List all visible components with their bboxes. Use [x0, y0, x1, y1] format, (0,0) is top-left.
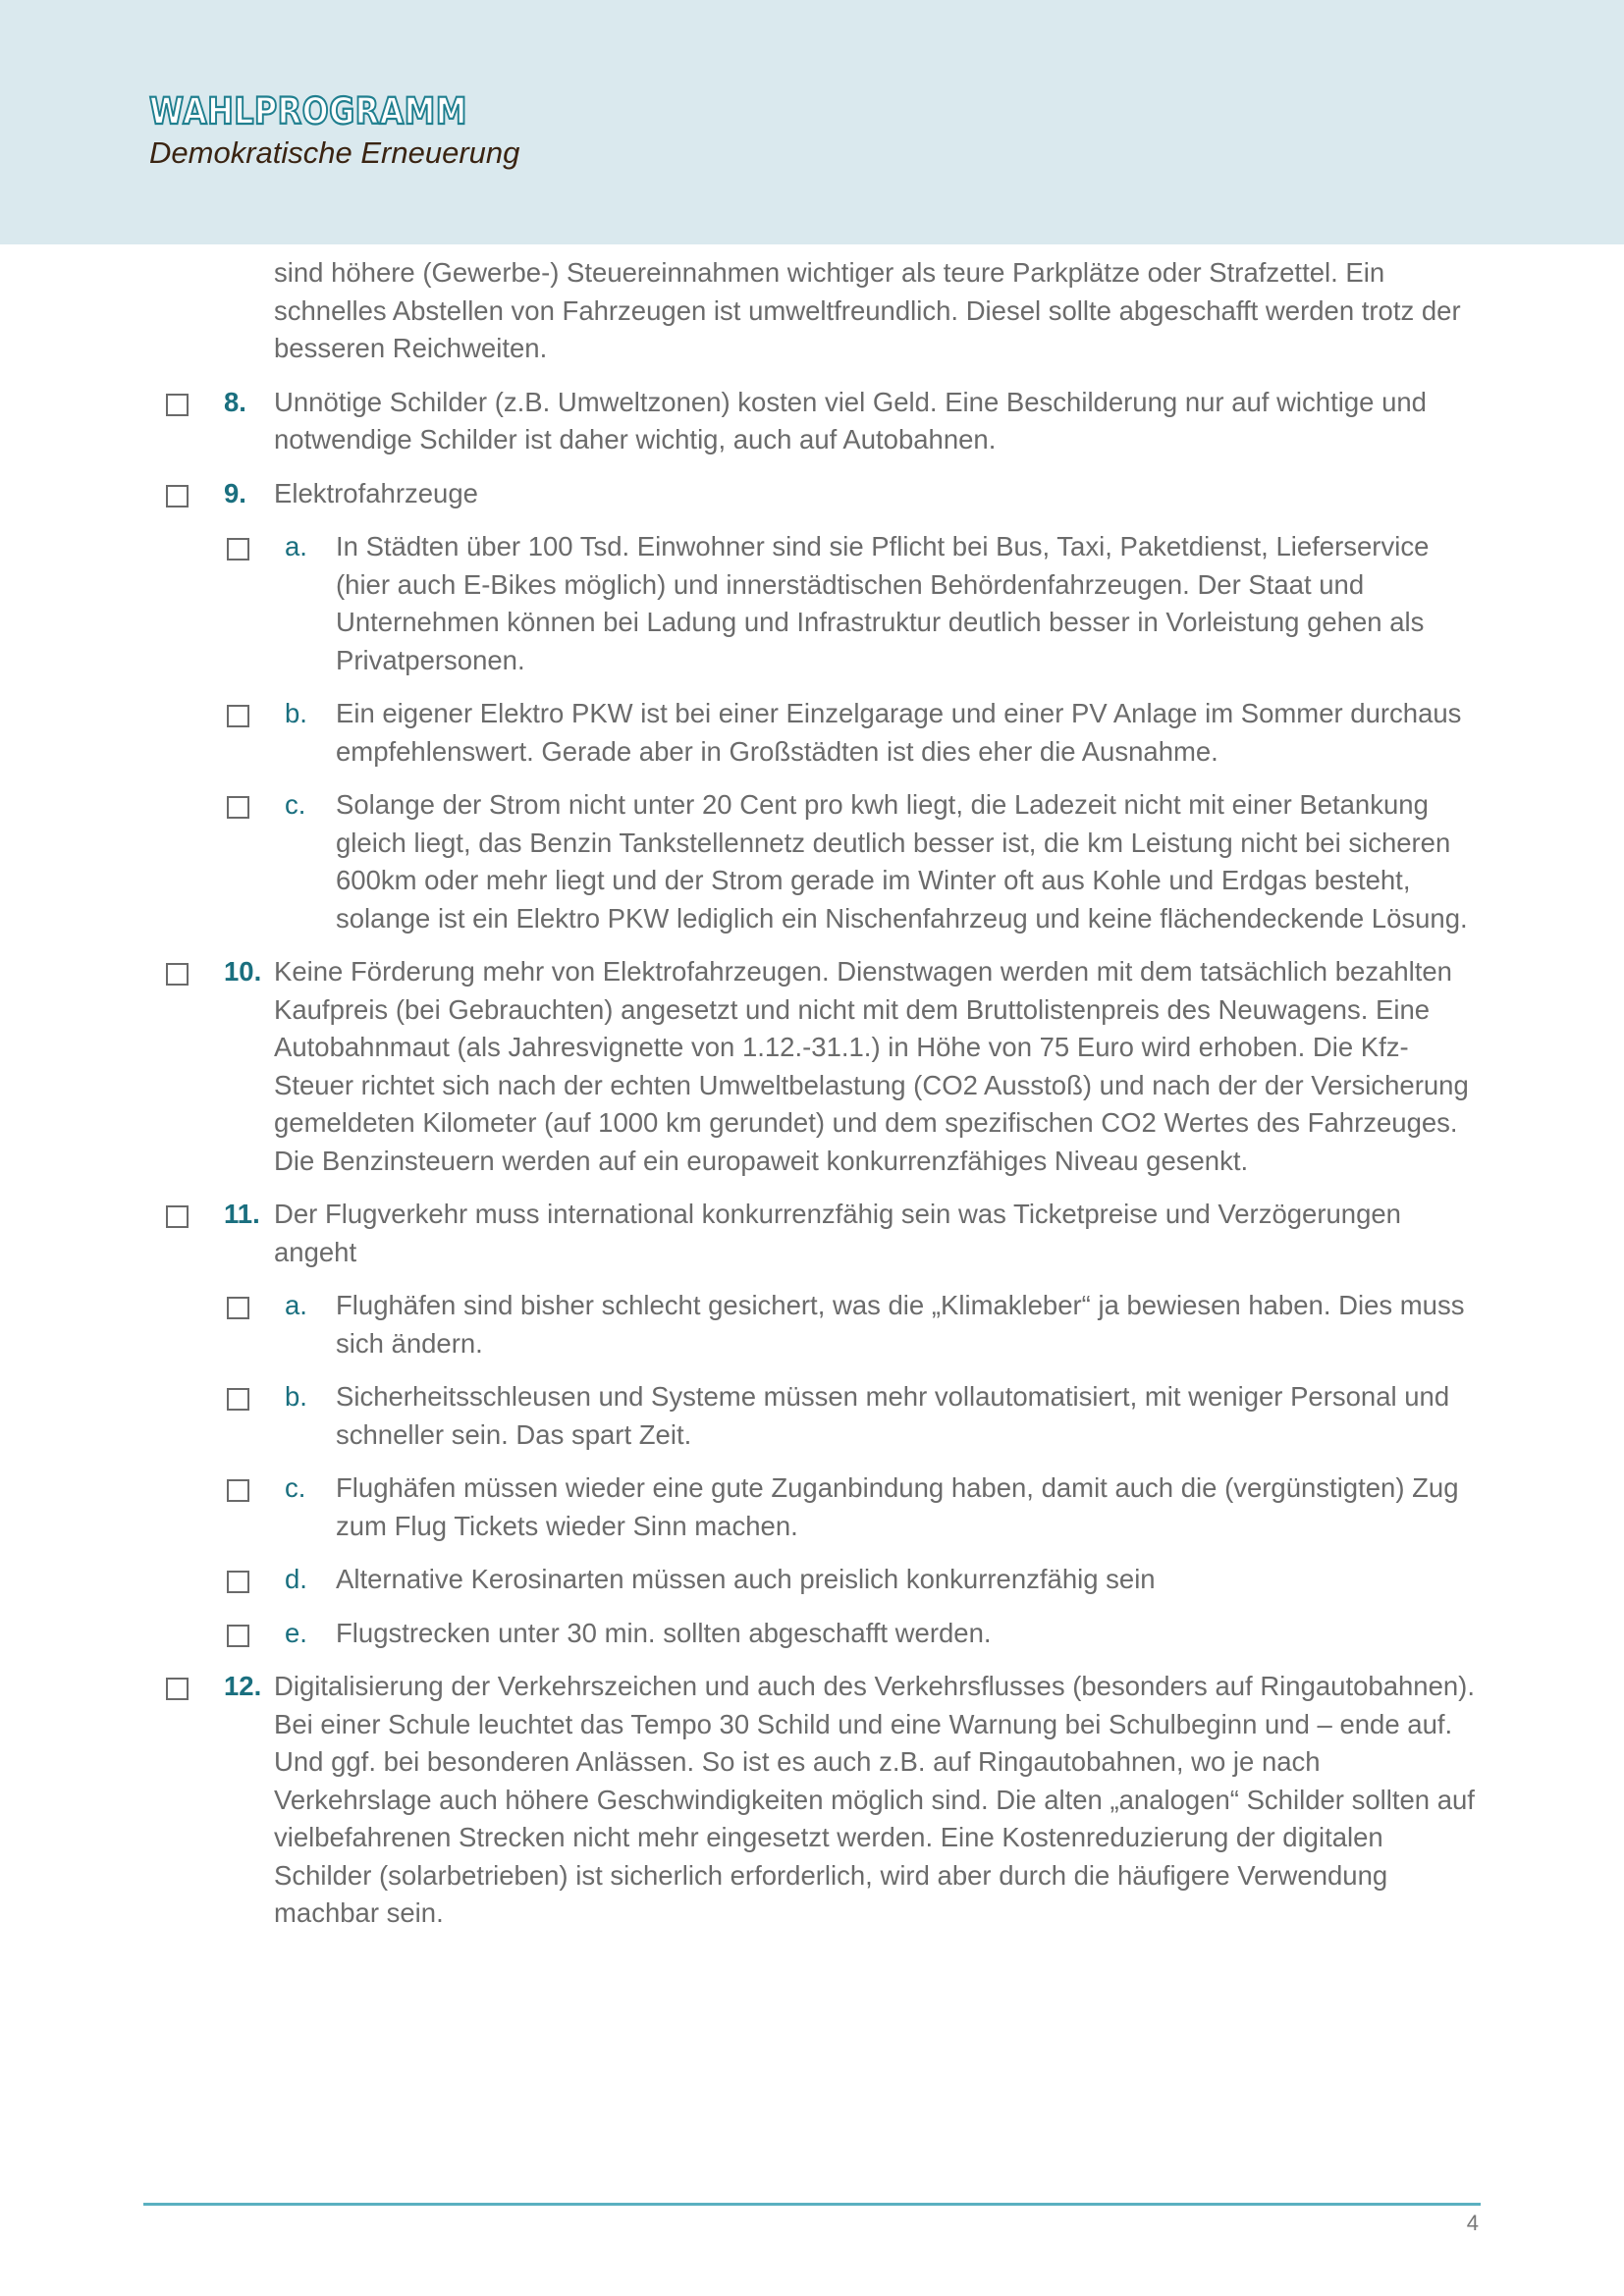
list-item-12: [0, 1668, 1624, 1933]
item-text: Keine Förderung mehr von Elektrofahrzeugen. Dienstwagen werden mit dem tatsächlich bezahlten Kaufpreis (bei Gebrauchten) angesetzt und nicht mit dem Bruttolistenpreis des Neuwagens. Eine Autobahnmaut (als Jahresvignette von 1.12.-31.1.) in Höhe von 75 Euro wird erhoben. Die Kfz-Steuer richtet sich nach der echten Umweltbelastung (CO2 Ausstoß) und nach der der Versicherung gemeldeten Kilometer (auf 1000 km gerundet) und dem spezifischen CO2 Wertes des Fahrzeuges. Die Benzinsteuern werden auf ein europaweit konkurrenzfähiges Niveau gesenkt.: [274, 956, 1469, 1176]
item-text: Elektrofahrzeuge: [274, 477, 478, 508]
sub-item-11e: [0, 1615, 1624, 1653]
paragraph-text: sind höhere (Gewerbe-) Steuereinnahmen wichtiger als teure Parkplätze oder Strafzettel. Ein schnelles Abstellen von Fahrzeugen ist umweltfreundlich. Diesel sollte abgeschafft werden trotz der besseren Reichweiten.: [274, 257, 1461, 363]
footer-divider: [143, 2203, 1481, 2206]
sub-item-letter: c.: [285, 789, 306, 820]
sub-item-letter: b.: [285, 1381, 307, 1412]
checkbox[interactable]: [166, 485, 189, 507]
sub-item-11c: [0, 1469, 1624, 1545]
page-header: [0, 0, 1624, 244]
sub-item-11a: [0, 1287, 1624, 1362]
sub-item-letter: d.: [285, 1564, 307, 1594]
sub-item-letter: e.: [285, 1617, 307, 1648]
sub-item-text: Ein eigener Elektro PKW ist bei einer Einzelgarage und einer PV Anlage im Sommer durchaus empfehlenswert. Gerade aber in Großstädten ist dies eher die Ausnahme.: [336, 698, 1462, 767]
continuation-paragraph: [0, 254, 1624, 368]
checkbox[interactable]: [227, 538, 249, 561]
checkbox[interactable]: [166, 1678, 189, 1700]
sub-item-text: Solange der Strom nicht unter 20 Cent pro kwh liegt, die Ladezeit nicht mit einer Betankung gleich liegt, das Benzin Tankstellennetz deutlich besser ist, die km Leistung nicht bei sicheren 600km oder mehr liegt und der Strom gerade im Winter oft aus Kohle und Erdgas besteht, solange ist ein Elektro PKW lediglich ein Nischenfahrzeug und keine flächendeckende Lösung.: [336, 789, 1468, 934]
sub-item-letter: b.: [285, 698, 307, 728]
sub-item-text: Sicherheitsschleusen und Systeme müssen mehr vollautomatisiert, mit weniger Personal und schneller sein. Das spart Zeit.: [336, 1381, 1450, 1450]
sub-item-letter: a.: [285, 531, 307, 561]
item-text: Der Flugverkehr muss international konkurrenzfähig sein was Ticketpreise und Verzögerungen angeht: [274, 1199, 1401, 1267]
item-number: 10.: [224, 956, 262, 987]
sub-item-9a: [0, 528, 1624, 679]
checkbox[interactable]: [166, 1205, 189, 1228]
document-title: WAHLPROGRAMM: [149, 90, 467, 133]
sub-item-text: Alternative Kerosinarten müssen auch preislich konkurrenzfähig sein: [336, 1564, 1156, 1594]
checkbox[interactable]: [227, 1297, 249, 1319]
sub-item-text: Flughäfen müssen wieder eine gute Zuganbindung haben, damit auch die (vergünstigten) Zug zum Flug Tickets wieder Sinn machen.: [336, 1472, 1459, 1541]
item-number: 11.: [224, 1199, 260, 1229]
sub-item-9c: [0, 786, 1624, 937]
sub-item-11d: [0, 1561, 1624, 1599]
checkbox[interactable]: [227, 796, 249, 819]
document-body: [0, 254, 1624, 1949]
item-number: 12.: [224, 1671, 262, 1701]
sub-item-9b: [0, 695, 1624, 771]
checkbox[interactable]: [227, 1388, 249, 1411]
checkbox[interactable]: [166, 963, 189, 986]
sub-item-text: Flugstrecken unter 30 min. sollten abgeschafft werden.: [336, 1617, 992, 1648]
list-item-11: [0, 1196, 1624, 1271]
checkbox[interactable]: [227, 1625, 249, 1647]
list-item-8: [0, 384, 1624, 459]
checkbox[interactable]: [227, 705, 249, 727]
sub-item-text: Flughäfen sind bisher schlecht gesichert, was die „Klimakleber“ ja bewiesen haben. Dies muss sich ändern.: [336, 1290, 1465, 1359]
sub-item-letter: c.: [285, 1472, 306, 1503]
checkbox[interactable]: [227, 1571, 249, 1593]
page-number: 4: [1466, 2211, 1479, 2235]
sub-item-11b: [0, 1378, 1624, 1454]
document-subtitle: Demokratische Erneuerung: [149, 135, 520, 170]
list-item-10: [0, 953, 1624, 1180]
sub-item-letter: a.: [285, 1290, 307, 1320]
checkbox[interactable]: [166, 394, 189, 416]
checkbox[interactable]: [227, 1479, 249, 1502]
item-number: 8.: [224, 386, 246, 417]
item-number: 9.: [224, 477, 246, 508]
list-item-9: [0, 475, 1624, 513]
sub-item-text: In Städten über 100 Tsd. Einwohner sind sie Pflicht bei Bus, Taxi, Paketdienst, Lieferservice (hier auch E-Bikes möglich) und innerstädtischen Behördenfahrzeugen. Der Staat und Unternehmen können bei Ladung und Infrastruktur deutlich besser in Vorleistung gehen als Privatpersonen.: [336, 531, 1430, 675]
item-text: Unnötige Schilder (z.B. Umweltzonen) kosten viel Geld. Eine Beschilderung nur auf wichtige und notwendige Schilder ist daher wichtig, auch auf Autobahnen.: [274, 386, 1427, 454]
item-text: Digitalisierung der Verkehrszeichen und auch des Verkehrsflusses (besonders auf Ringautobahnen). Bei einer Schule leuchtet das Tempo 30 Schild und eine Warnung bei Schulbeginn und – ende auf. Und ggf. bei besonderen Anlässen. So ist es auch z.B. auf Ringautobahnen, wo je nach Verkehrslage auch höhere Geschwindigkeiten möglich sind. Die alten „analogen“ Schilder sollten auf vielbefahrenen Strecken nicht mehr eingesetzt werden. Eine Kostenreduzierung der digitalen Schilder (solarbetrieben) ist sicherlich erforderlich, wird aber durch die häufigere Verwendung machbar sein.: [274, 1671, 1475, 1928]
